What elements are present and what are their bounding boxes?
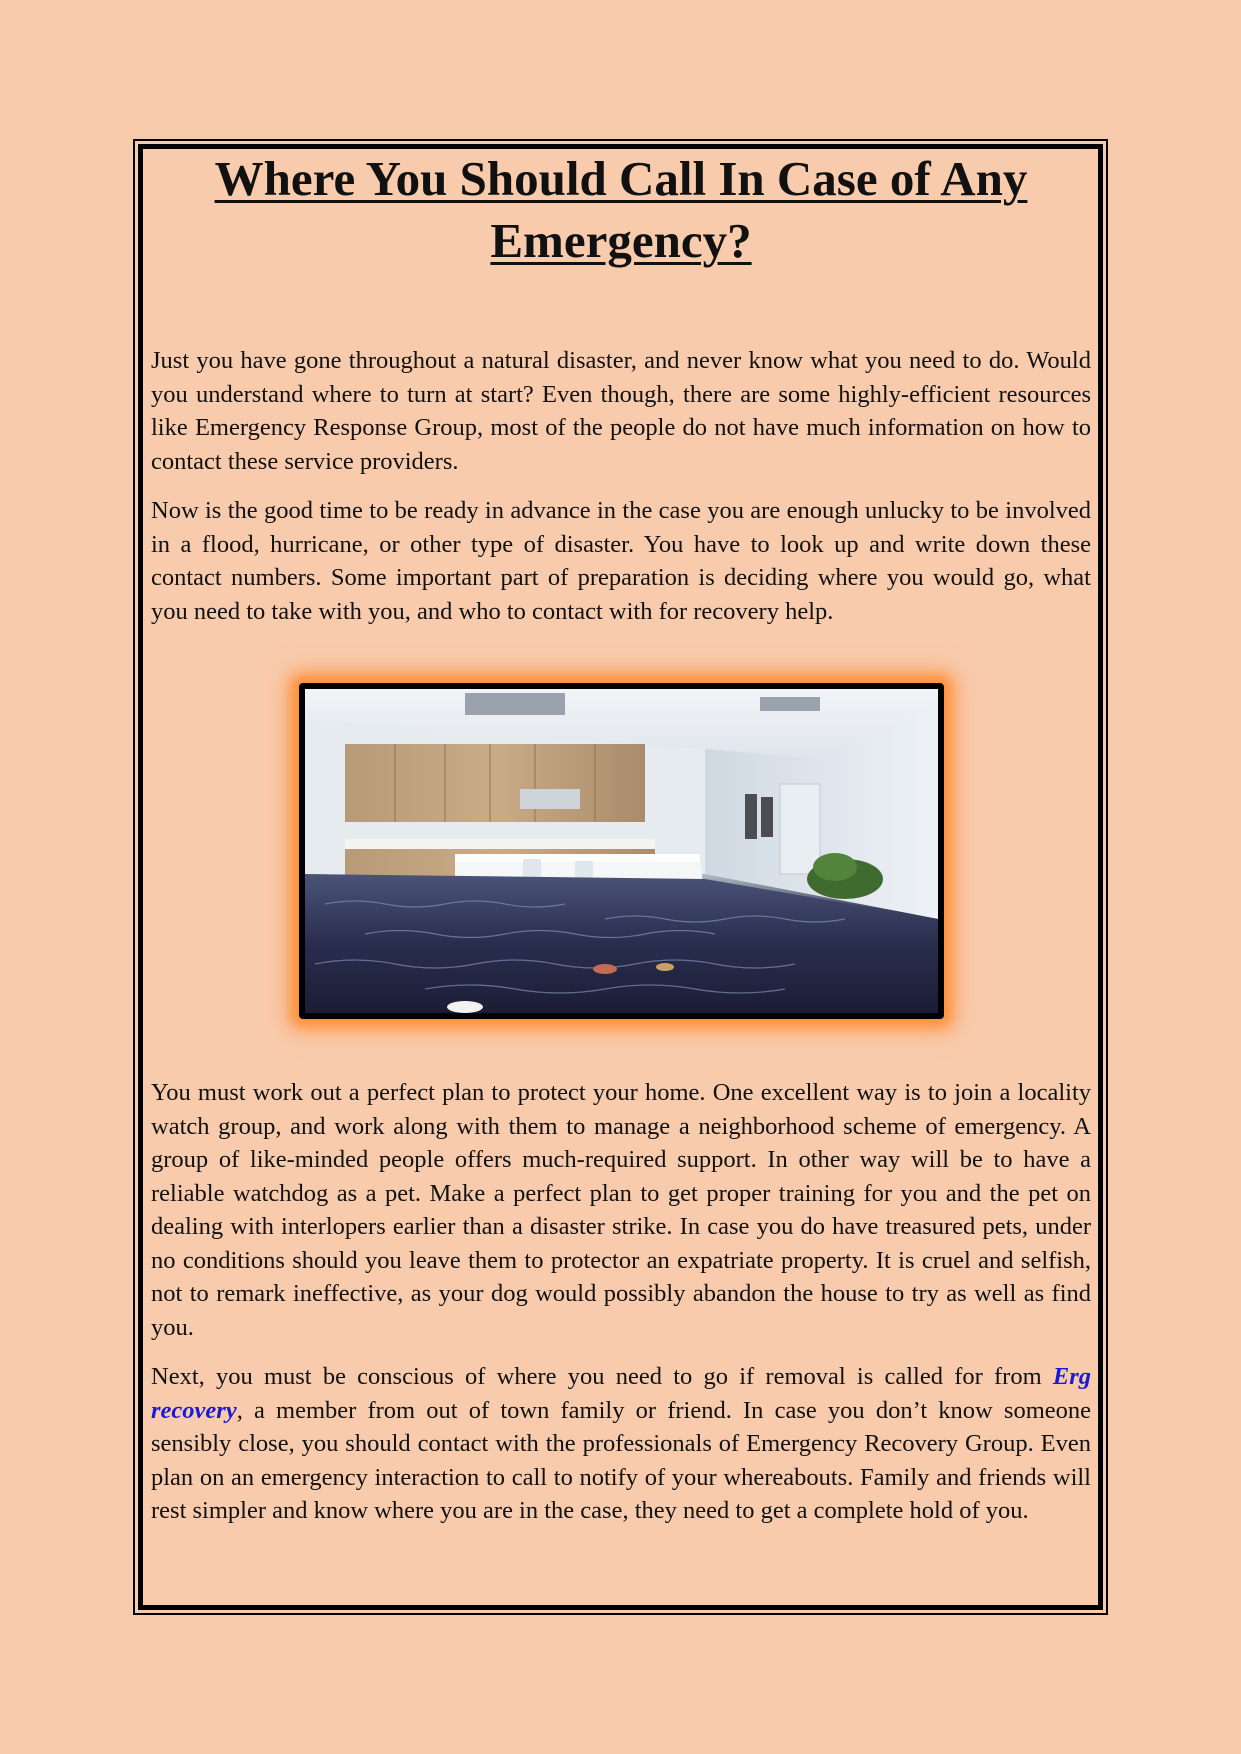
paragraph-evacuation-end: , a member from out of town family or friend. In case you don’t know someone sensibly close, you should contact with the professionals of Emergency Recovery Group. Even plan on an emergency interaction to call to notify of your whereabouts. Family and friends will rest simpler and know where you are in the case, they need to get a complete hold of you. [151,1396,1091,1524]
paragraph-preparation: Now is the good time to be ready in advance in the case you are enough unlucky to be involved in a flood, hurricane, or other type of disaster. You have to look up and write down these contact numbers. Some important part of preparation is deciding where you would go, what you need to take with you, and who to contact with for recovery help. [151,497,1091,625]
document-content [151,148,1091,1528]
page-title: Where You Should Call In Case of Any Emergency? [214,151,1028,268]
flooded-kitchen-illustration [305,689,938,1013]
paragraph-home-plan: You must work out a perfect plan to protect your home. One excellent way is to join a locality watch group, and work along with them to manage a neighborhood scheme of emergency. A group of like-minded people offers much-required support. In other way will be to have a reliable watchdog as a pet. Make a perfect plan to get proper training for you and the pet on dealing with interlopers earlier than a disaster strike. In case you do have treasured pets, under no conditions should you leave them to protector an expatriate property. It is cruel and selfish, not to remark ineffective, as your dog would possibly abandon the house to try as well as find you. [151,1079,1091,1341]
paragraph-evacuation [151,1360,1091,1528]
erg-recovery-link[interactable]: Erg recovery [151,1363,1091,1424]
flooded-kitchen-image [299,683,944,1019]
paragraph-intro: Just you have gone throughout a natural disaster, and never know what you need to do. Would you understand where to turn at start? Even though, there are some highly-efficient resources like Emergency Response Group, most of the people do not have much information on how to contact these service providers. [151,347,1091,475]
paragraph-evacuation-start: Next, you must be conscious of where you need to go if removal is called for from [151,1363,1053,1390]
flooded-kitchen-image-frame [299,683,944,1019]
